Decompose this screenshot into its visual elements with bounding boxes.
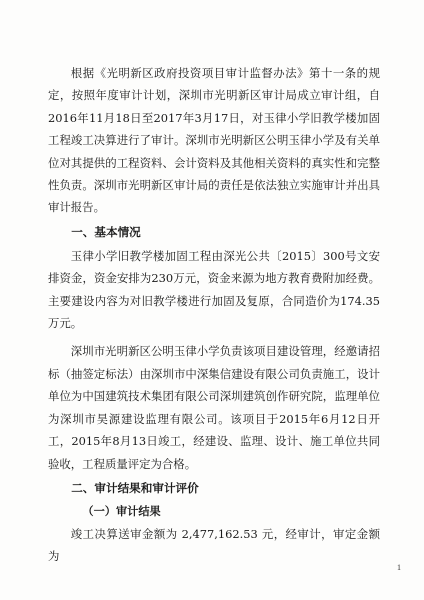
section-heading-basic-info: 一、基本情况 — [71, 224, 141, 239]
subheading-audit-result: （一）审计结果 — [82, 504, 161, 518]
page-number: 1 — [397, 563, 401, 572]
construction-paragraph: 深圳市光明新区公明玉律小学负责该项目建设管理，经邀请招标（抽签定标法）由深圳市中深集信建设有限公司负责施工，设计单位为中国建筑技术集团有限公司深圳建筑创作研究院，监理单位为深圳市昊源建设监理有限公司。该项目于2015年6月12日开工，2015年8月13日竣工，经建设、监理、设计、施工单位共同验收，工程质量评定为合格。 — [48, 344, 380, 471]
section-heading-audit-results: 二、审计结果和审计评价 — [71, 480, 199, 495]
funding-paragraph: 玉律小学旧教学楼加固工程由深光公共〔2015〕300号文安排资金，资金安排为230万元，资金来源为地方教育费附加经费。主要建设内容为对旧教学楼进行加固及复原，合同造价为174.35万元。 — [48, 248, 380, 331]
intro-paragraph: 根据《光明新区政府投资项目审计监督办法》第十一条的规定，按照年度审计计划，深圳市光明新区审计局成立审计组，自2016年11月18日至2017年3月17日，对玉律小学旧教学楼加固工程竣工决算进行了审计。深圳市光明新区公明玉律小学及有关单位对其提供的工程资料、会计资料及其他相关资料的真实性和完整性负责。深圳市光明新区审计局的责任是依法独立实施审计并出具审计报告。 — [48, 66, 380, 215]
settlement-paragraph: 竣工决算送审金额为 2,477,162.53 元，经审计，审定金额为 — [48, 526, 380, 564]
document-body — [48, 62, 380, 568]
